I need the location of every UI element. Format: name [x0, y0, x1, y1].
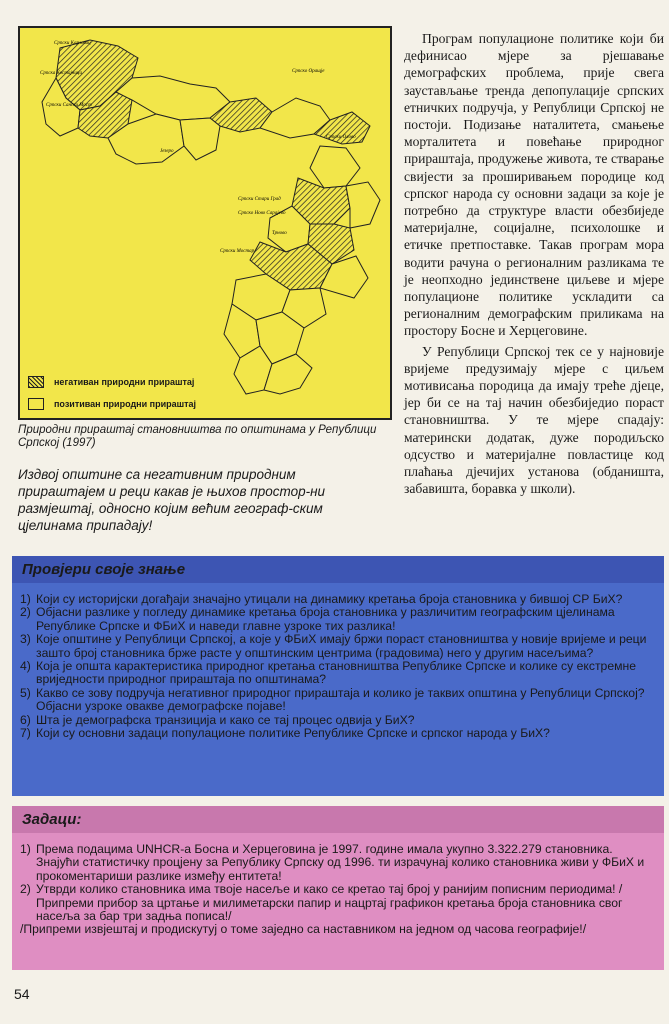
question-item: 2) Објасни разлике у погледу динамике кретања броја становника у различитим географским цјелинама Републике Српске и ФБиХ и наведи главне узроке тих разлика! [20, 605, 615, 633]
task-item: 1) Према подацима UNHCR-а Босна и Херцеговина је 1997. године имала укупно 3.322.279 становника. Знајући статистичку процјену за Републику Српску од 1996. ти израчунај колико становника живи у ФБиХ и прокоментариши разлике између ентитета! [20, 842, 645, 883]
legend-positive-label: позитиван природни прираштај [54, 399, 197, 409]
map-legend [28, 376, 196, 420]
question-item: 7) Који су основни задаци популационе политике Републике Српске и српског народа у БиХ? [20, 726, 550, 741]
map-label: Трново [272, 231, 287, 236]
question-item: 1) Који су историјски догађаји значајно утицали на динамику кретања броја становника у бившој СР БиХ? [20, 592, 623, 606]
page-number: 54 [14, 986, 30, 1002]
check-knowledge-title: Провјери своје знање [12, 556, 664, 583]
task-item: /Припреми извјештај и продискутуј о томе заједно са наставником на једном од часова географије!/ [20, 922, 587, 937]
map-caption: Природни прираштај становништва по општинама у Републици Српској (1997) [18, 424, 377, 449]
task-item: 2) Утврди колико становника има твоје насеље и како се кретао тај број у ранијим пописним периодима! /Припреми прибор за цртање и милиметарски папир и нацртај графикон кретања броја становника свог насеља за бар три задња пописа!/ [20, 882, 623, 924]
hatched-swatch-icon [28, 376, 44, 388]
question-item: 5) Какво се зову подручја негативног природног прираштаја и колико је таквих општина у Републици Српској? Објасни узроке овакве демографске појаве! [20, 685, 645, 714]
question-item: 4) Која је општа карактеристика природног кретања становништва Републике Српске и колике су екстремне вриједности природног прираштаја по општинама? [20, 659, 637, 687]
municipality-map [20, 28, 390, 418]
legend-negative [28, 376, 196, 388]
task-list [12, 833, 664, 937]
question-item: 3) Које општине у Републици Српској, а које у ФБиХ имају бржи пораст становништва у новије вријеме и реци зашто број становника брже расте у општинским центрима (градовима) него у другим насељима? [20, 632, 647, 660]
tasks-title: Задаци: [12, 806, 664, 833]
map-label: Српски Карловац [54, 41, 91, 46]
map-label: Језеро [160, 149, 174, 154]
tasks-box [12, 806, 664, 970]
map-label: Српско Ново Сарајево [238, 211, 286, 216]
map-task-text: Издвој општине са негативним природним прираштајем и реци какав је њихов простор-ни размјештај, односно којим већим географ-ским цјелинама припадају! [18, 467, 326, 533]
plain-swatch-icon [28, 398, 44, 410]
question-item: 6) Шта је демографска транзиција и како се тај процес одвија у БиХ? [20, 712, 415, 727]
check-knowledge-box [12, 556, 664, 796]
map-label: Српски Сански Мост [46, 103, 92, 108]
map-label: Српски Мостар [220, 249, 255, 254]
legend-negative-label: негативан природни прираштај [54, 377, 195, 387]
map-label: Српски Стари Град [238, 197, 281, 202]
map-label: Српска Костајница [40, 71, 82, 76]
map-label: Српски Олово [326, 135, 356, 140]
body-text-column [404, 30, 664, 500]
body-paragraph: У Републици Српској тек се у најновије вријеме предузимају мјере с циљем мотивисања породица да имају треће дјеце, јер би се на тај начин обезбиједио пораст становништва. У те мјере спадају: матерински додатак, дуже породиљско одсуство и материјалне повластице код плаћања дјечијих установа (обданишта, забавишта, боравка у школи). [404, 343, 664, 497]
map-label: Српско Оращје [292, 69, 325, 74]
question-list [12, 583, 664, 740]
legend-positive [28, 398, 196, 410]
body-paragraph: Програм популационе политике који би дефинисао мјере за рјешавање демографских проблема, прије свега заустављање тренда депопулације српских етничких подручја, у Републици Српској не постоји. Подизање наталитета, смањење морталитета и повећање природног прираштаја, продужење живота, те стварање свијести за проширивањем породице код српског народа су основни задаци за које је потребно да структуре власти обезбиједе материјалне, социјалне, психолошке и етичке претпоставке. Такав програм мора водити рачуна о регионалним разликама те је неопходно јединствене циљеве и мјере популационе политике ускладити са регионалним демографским приликама на простору Босне и Херцеговине. [404, 31, 664, 339]
map-figure [18, 26, 392, 420]
